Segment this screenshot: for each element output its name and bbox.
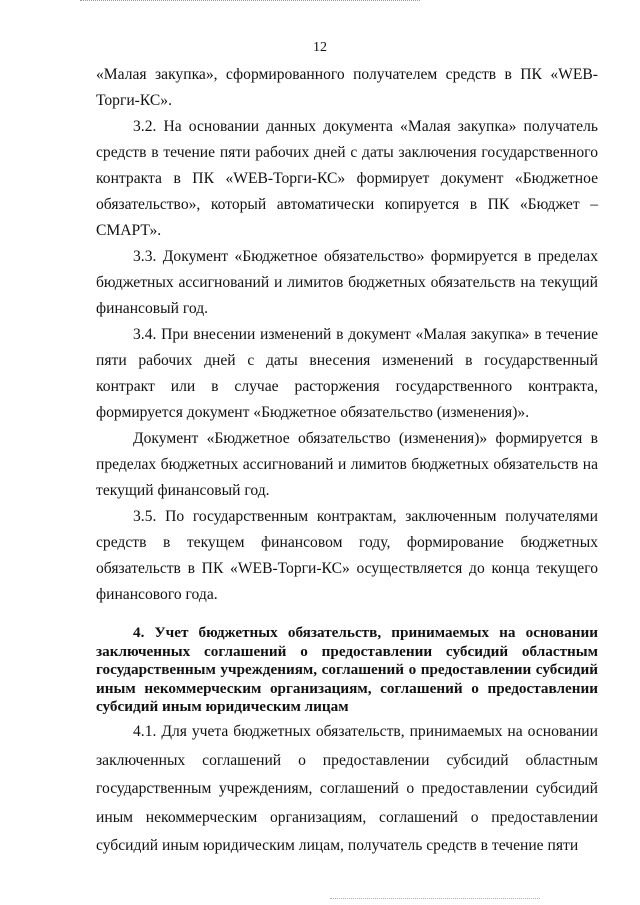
paragraph-continuation: «Малая закупка», сформированного получателем средств в ПК «WEB-Торги-КС». xyxy=(96,66,598,109)
paragraph-3-5: 3.5. По государственным контрактам, заключенным получателями средств в текущем финансовом году, формирование бюджетных обязательств в ПК «WEB-Торги-КС» осуществляется до конца текущего финансового года. xyxy=(96,508,598,603)
section-4-heading: 4. Учет бюджетных обязательств, принимаемых на основании заключенных соглашений о предоставлении субсидий областным государственным учреждениям, соглашений о предоставлении субсидий иным некоммерческим организациям, соглашений о предоставлении субсидий иным юридическим лицам xyxy=(96,624,598,715)
paragraph-3-2: 3.2. На основании данных документа «Малая закупка» получатель средств в течение пяти рабочих дней с даты заключения государственного контракта в ПК «WEB-Торги-КС» формирует документ «Бюджетное обязательство», который автоматически копируется в ПК «Бюджет – СМАРТ». xyxy=(96,118,598,239)
page-number: 12 xyxy=(313,40,327,55)
scan-artifact-bottom xyxy=(330,898,540,902)
section-4-body xyxy=(96,718,598,861)
scan-artifact-top xyxy=(80,0,420,5)
document-body xyxy=(96,62,598,608)
paragraph-3-3: 3.3. Документ «Бюджетное обязательство» формируется в пределах бюджетных ассигнований и лимитов бюджетных обязательств на текущий финансовый год. xyxy=(96,248,598,317)
paragraph-4-1: 4.1. Для учета бюджетных обязательств, принимаемых на основании заключенных соглашений о предоставлении субсидий областным государственным учреждениям, соглашений о предоставлении субсидий иным некоммерческим организациям, соглашений о предоставлении субсидий иным юридическим лицам, получатель средств в течение пяти xyxy=(96,723,598,854)
paragraph-3-4: 3.4. При внесении изменений в документ «Малая закупка» в течение пяти рабочих дней с даты внесения изменений в государственный контракт или в случае расторжения государственного контракта, формируется документ «Бюджетное обязательство (изменения)». xyxy=(96,326,598,421)
section-4 xyxy=(96,624,598,717)
paragraph-3-4-continuation: Документ «Бюджетное обязательство (изменения)» формируется в пределах бюджетных ассигнований и лимитов бюджетных обязательств на текущий финансовый год. xyxy=(96,430,598,499)
